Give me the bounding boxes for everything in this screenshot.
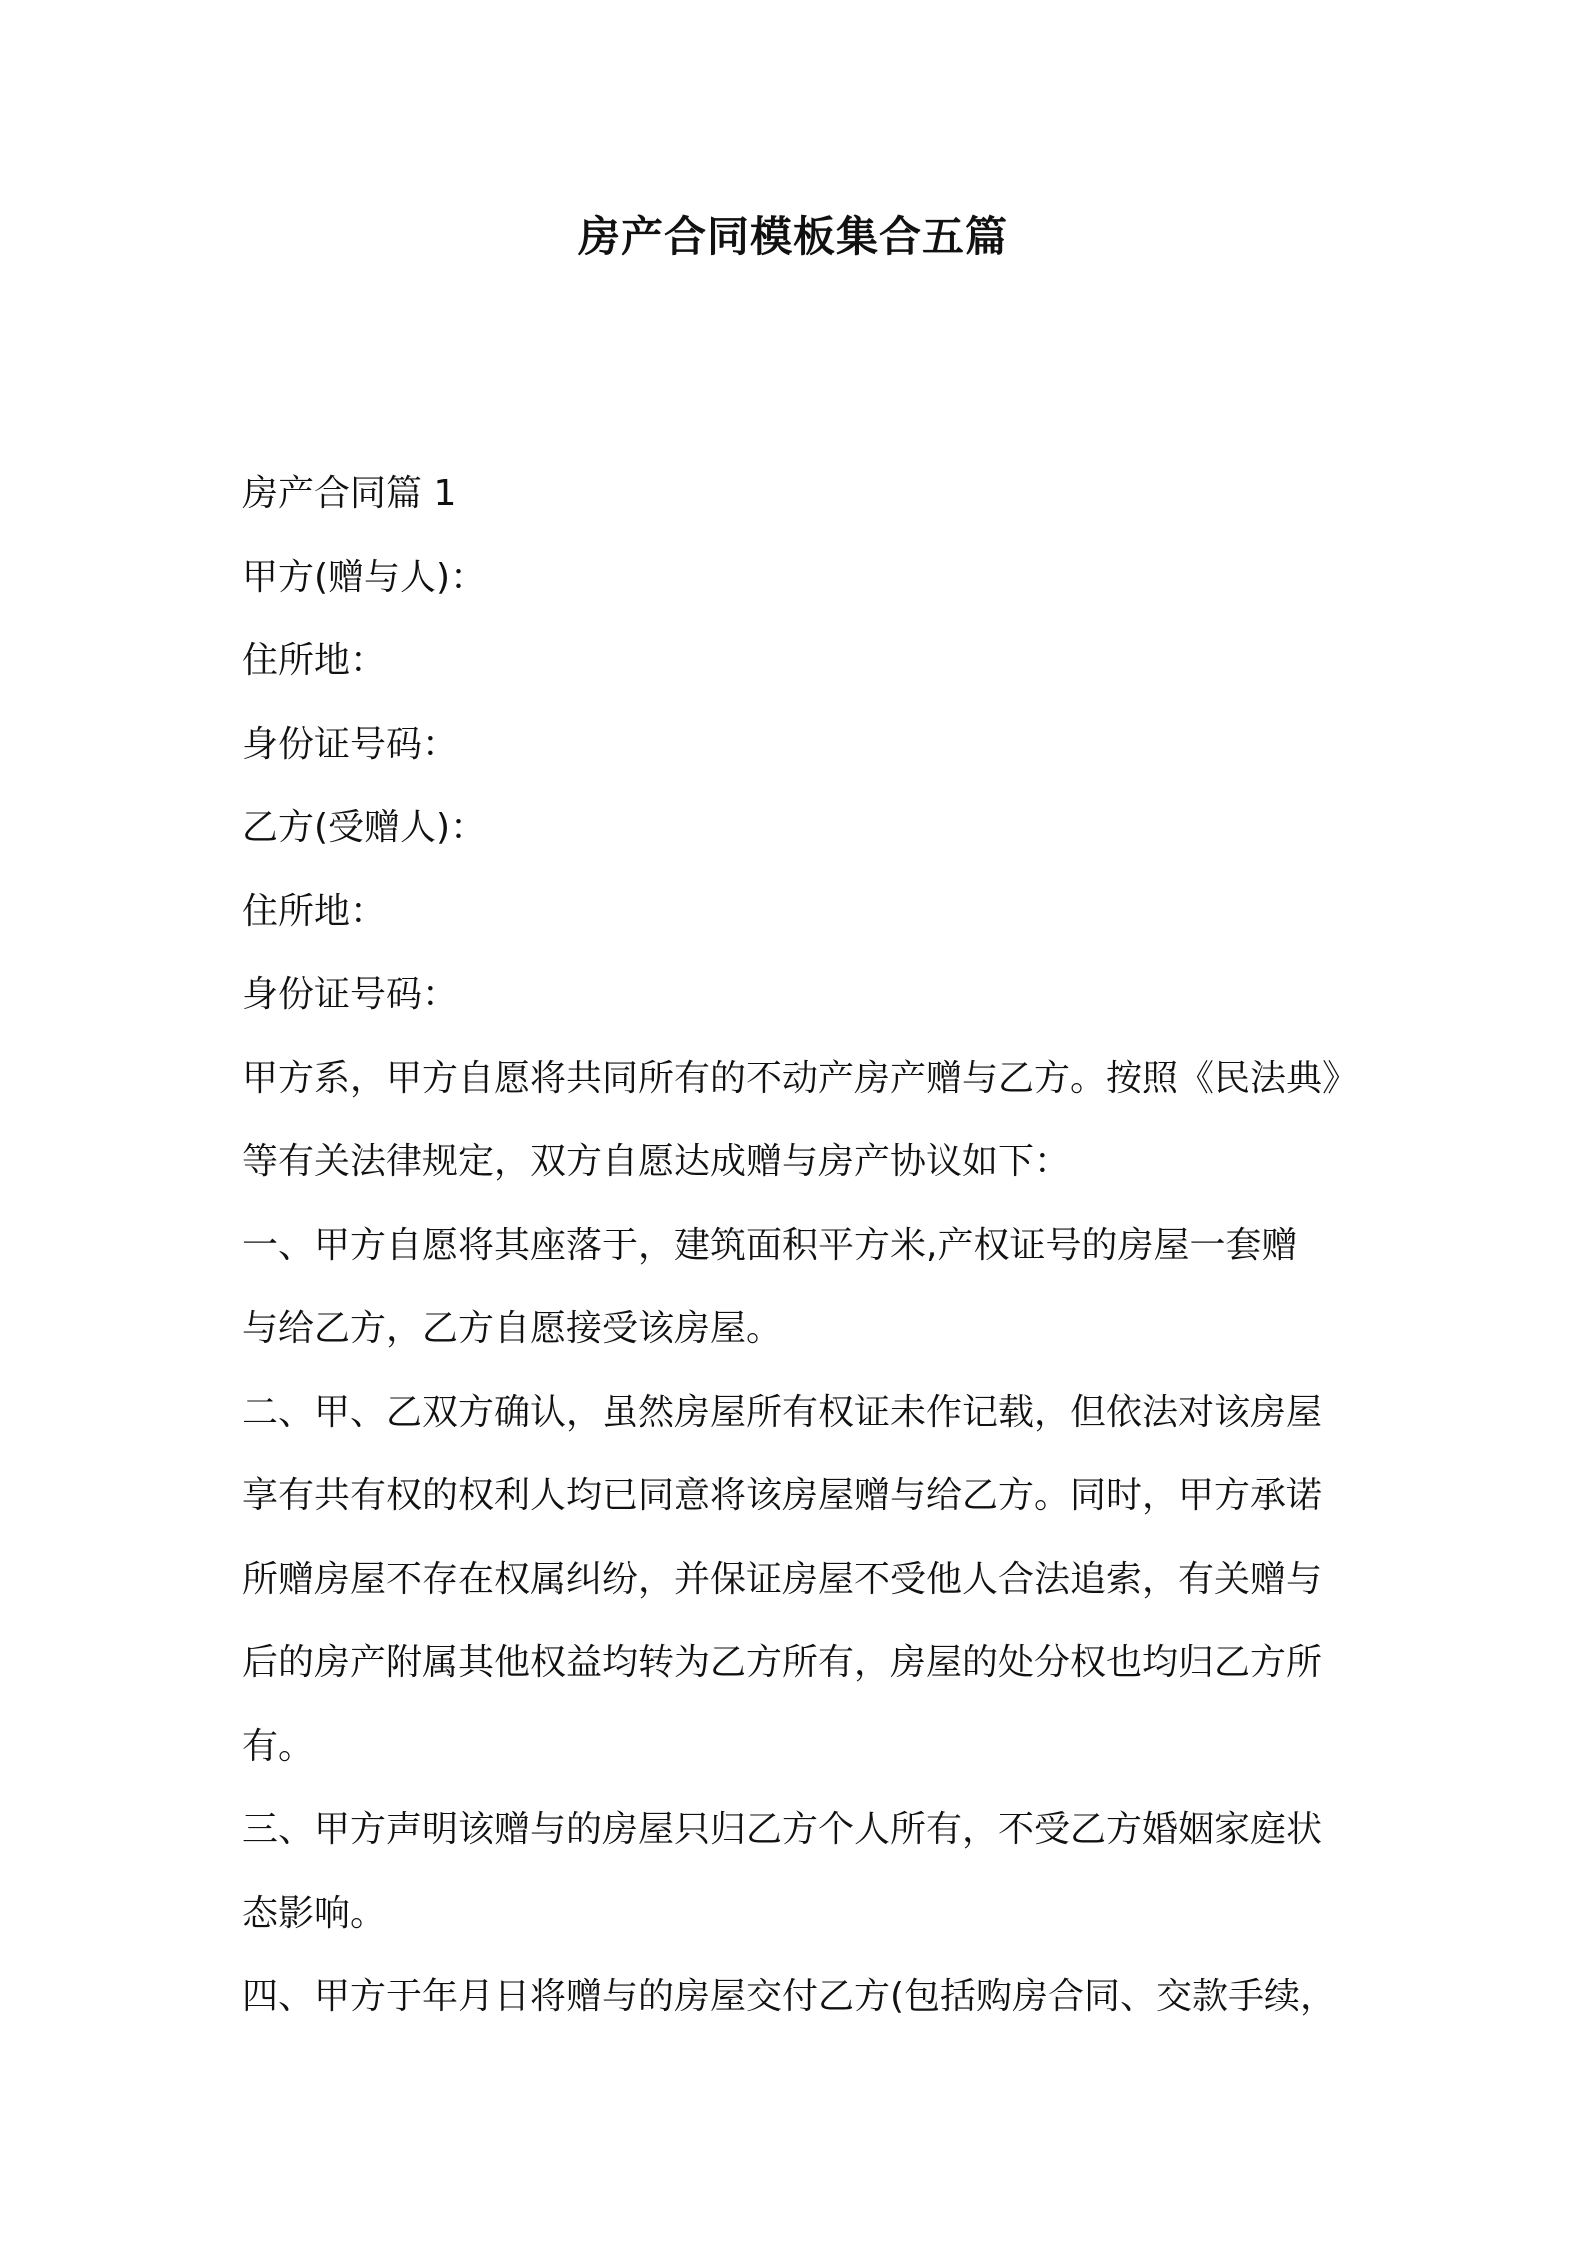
document-body	[242, 452, 1359, 2039]
text-line: 四、甲方于年月日将赠与的房屋交付乙方(包括购房合同、交款手续，	[242, 1976, 1337, 2017]
text-line: 身份证号码：	[242, 723, 459, 765]
text-line: 有。	[242, 1725, 315, 1767]
text-line: 三、甲方声明该赠与的房屋只归乙方个人所有，不受乙方婚姻家庭状	[242, 1809, 1323, 1850]
text-line: 态影响。	[242, 1892, 387, 1934]
document-title: 房产合同模板集合五篇	[577, 212, 1008, 261]
text-line: 所赠房屋不存在权属纠纷，并保证房屋不受他人合法追索，有关赠与	[242, 1558, 1323, 1600]
text-line: 甲方系，甲方自愿将共同所有的不动产房产赠与乙方。按照《民法典》	[242, 1057, 1359, 1099]
text-line: 等有关法律规定，双方自愿达成赠与房产协议如下：	[242, 1141, 1071, 1182]
text-line: 住所地：	[242, 890, 387, 932]
text-line: 享有共有权的权利人均已同意将该房屋赠与给乙方。同时，甲方承诺	[242, 1475, 1323, 1516]
text-line: 乙方(受赠人)：	[242, 807, 487, 848]
text-line: 身份证号码：	[242, 974, 459, 1015]
text-line: 住所地：	[242, 640, 387, 681]
text-line: 房产合同篇 1	[242, 473, 457, 514]
text-line: 一、甲方自愿将其座落于，建筑面积平方米,产权证号的房屋一套赠	[242, 1224, 1298, 1266]
text-line: 二、甲、乙双方确认，虽然房屋所有权证未作记载，但依法对该房屋	[242, 1391, 1323, 1433]
text-line: 与给乙方，乙方自愿接受该房屋。	[242, 1308, 783, 1349]
text-line: 甲方(赠与人)：	[242, 556, 487, 598]
text-line: 后的房产附属其他权益均转为乙方所有，房屋的处分权也均归乙方所	[242, 1642, 1323, 1683]
